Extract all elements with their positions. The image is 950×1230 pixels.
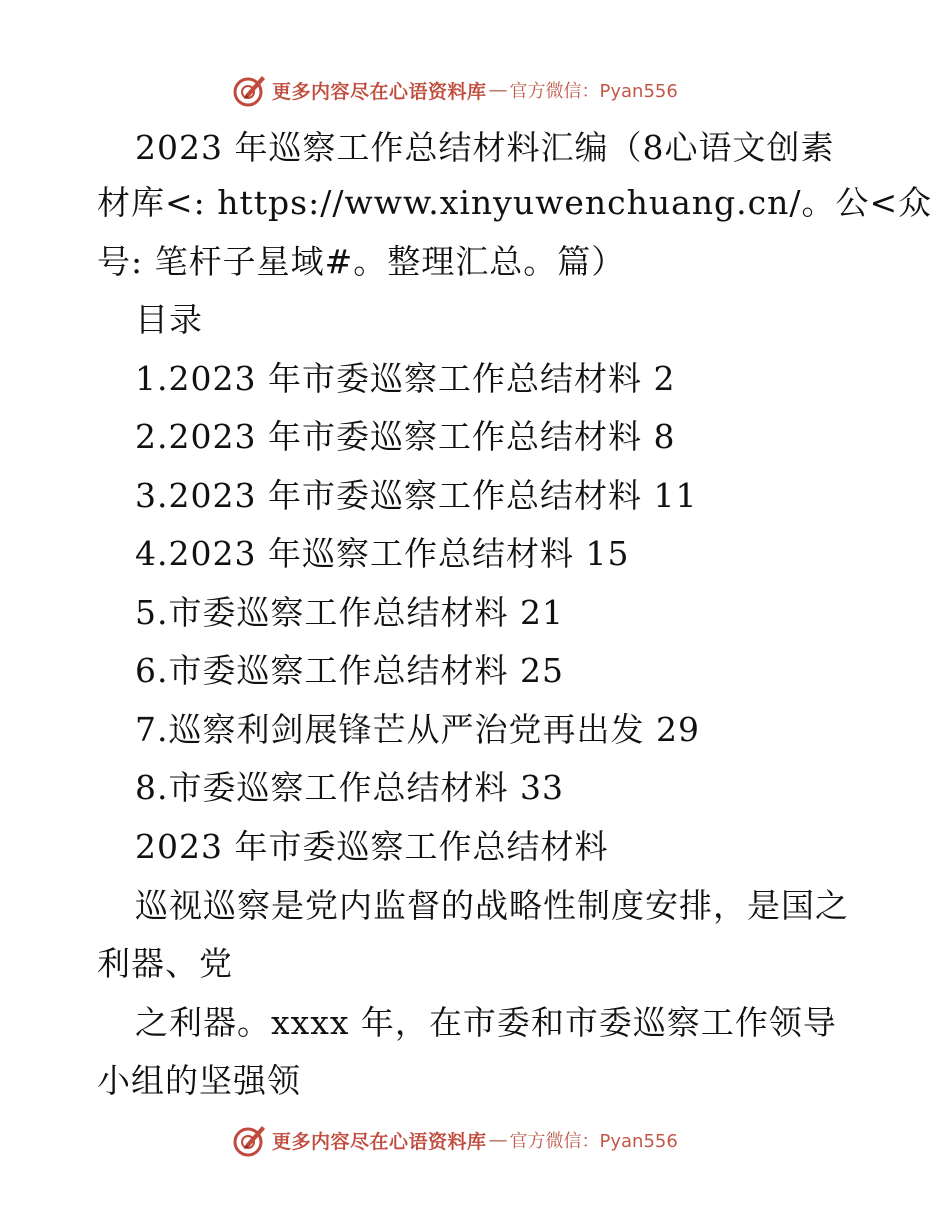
toc-item: 7.巡察利剑展锋芒从严治党再出发 29 bbox=[135, 710, 700, 749]
header-banner bbox=[232, 70, 678, 110]
document-title-line-1: 2023 年巡察工作总结材料汇编（8心语文创素 bbox=[135, 128, 835, 167]
toc-item: 8.市委巡察工作总结材料 33 bbox=[135, 768, 564, 807]
toc-item: 4.2023 年巡察工作总结材料 15 bbox=[135, 534, 630, 573]
toc-item: 1.2023 年市委巡察工作总结材料 2 bbox=[135, 359, 676, 398]
section-title: 2023 年市委巡察工作总结材料 bbox=[135, 827, 609, 866]
body-line: 巡视巡察是党内监督的战略性制度安排，是国之 bbox=[135, 886, 849, 925]
banner-contact: 官方微信：Pyan556 bbox=[509, 81, 678, 102]
document-title-line-2: 材库<: https://www.xinyuwenchuang.cn/。公<众 bbox=[97, 183, 933, 222]
toc-item: 3.2023 年市委巡察工作总结材料 11 bbox=[135, 476, 698, 515]
body-line: 之利器。xxxx 年，在市委和市委巡察工作领导 bbox=[135, 1003, 837, 1042]
banner-separator: — bbox=[488, 79, 508, 101]
pen-circle-logo-icon bbox=[232, 72, 268, 108]
toc-item: 2.2023 年市委巡察工作总结材料 8 bbox=[135, 417, 676, 456]
body-line: 利器、党 bbox=[97, 944, 233, 983]
toc-item: 6.市委巡察工作总结材料 25 bbox=[135, 651, 564, 690]
banner-contact: 官方微信：Pyan556 bbox=[509, 1131, 678, 1152]
body-line: 小组的坚强领 bbox=[97, 1061, 301, 1100]
banner-text: 更多内容尽在心语资料库 bbox=[272, 80, 487, 103]
toc-heading: 目录 bbox=[135, 300, 203, 339]
banner-separator: — bbox=[488, 1129, 508, 1151]
banner-text: 更多内容尽在心语资料库 bbox=[272, 1130, 487, 1153]
pen-circle-logo-icon bbox=[232, 1122, 268, 1158]
document-title-line-3: 号: 笔杆子星域#。整理汇总。篇） bbox=[97, 242, 626, 281]
toc-item: 5.市委巡察工作总结材料 21 bbox=[135, 593, 564, 632]
footer-banner bbox=[232, 1120, 678, 1160]
